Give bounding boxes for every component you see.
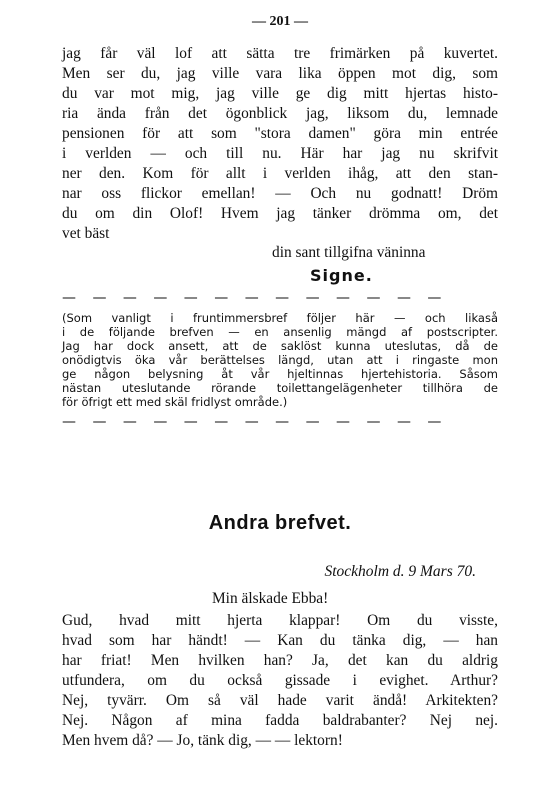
letter-dateline: Stockholm d. 9 Mars 70. bbox=[324, 563, 476, 580]
text-line: du var mot mig, jag ville ge dig mitt hjertas histo- bbox=[62, 85, 498, 102]
text-line: ria ända från det ögonblick jag, liksom du, lemnade bbox=[62, 105, 498, 122]
note-line: nästan uteslutande rörande toilettangelägenheter tillhöra de bbox=[62, 381, 498, 395]
chapter-heading: Andra brefvet. bbox=[208, 512, 352, 534]
page-number: — 201 — bbox=[252, 14, 308, 29]
text-line: du om din Olof! Hvem jag tänker drömma om, det bbox=[62, 205, 498, 222]
dash-divider-top: — — — — — — — — — — — — — bbox=[62, 290, 448, 306]
text-line: Men hvem då? — Jo, tänk dig, — — lektorn! bbox=[62, 732, 343, 749]
note-line: ge någon belysning åt vår hjeltinnas hjertehistoria. Såsom bbox=[62, 367, 498, 381]
text-line: Gud, hvad mitt hjerta klappar! Om du visste, bbox=[62, 612, 498, 629]
text-line: nar oss flickor emellan! — Och nu godnatt! Dröm bbox=[62, 185, 498, 202]
letter-closing: din sant tillgifna väninna bbox=[272, 244, 426, 261]
text-line: Nej. Någon af mina fadda baldrabanter? Nej nej. bbox=[62, 712, 498, 729]
text-line: ner den. Kom för allt i verlden ihåg, att den stan- bbox=[62, 165, 498, 182]
text-line: utfundera, om du också gissade i evighet. Arthur? bbox=[62, 672, 498, 689]
note-line: Jag har dock ansett, att de saklöst kunna uteslutas, då de bbox=[62, 339, 498, 353]
text-line: vet bäst bbox=[62, 225, 110, 242]
letter-signature: Signe. bbox=[310, 266, 373, 285]
text-line: Men ser du, jag ville vara lika öppen mot dig, som bbox=[62, 65, 498, 82]
text-line: pensionen för att som "stora damen" göra min entrée bbox=[62, 125, 498, 142]
note-line: i de följande brefven — en ansenlig mängd af postscripter. bbox=[62, 325, 498, 339]
text-line: har friat! Men hvilken han? Ja, det kan du aldrig bbox=[62, 652, 498, 669]
text-line: hvad som har händt! — Kan du tänka dig, — han bbox=[62, 632, 498, 649]
text-line: i verlden — och till nu. Här har jag nu skrifvit bbox=[62, 145, 498, 162]
note-line: (Som vanligt i fruntimmersbref följer här — och likaså bbox=[62, 311, 498, 325]
dash-divider-bottom: — — — — — — — — — — — — — bbox=[62, 414, 448, 430]
text-line: Nej, tyvärr. Om så väl hade varit ändå! Arkitekten? bbox=[62, 692, 498, 709]
letter-salutation: Min älskade Ebba! bbox=[212, 590, 329, 607]
text-line: jag får väl lof att sätta tre frimärken på kuvertet. bbox=[62, 45, 498, 62]
note-line: onödigtvis öka vår berättelses längd, utan att i ringaste mon bbox=[62, 353, 498, 367]
note-line: för öfrigt ett med skäl fridlyst område.) bbox=[62, 395, 288, 409]
